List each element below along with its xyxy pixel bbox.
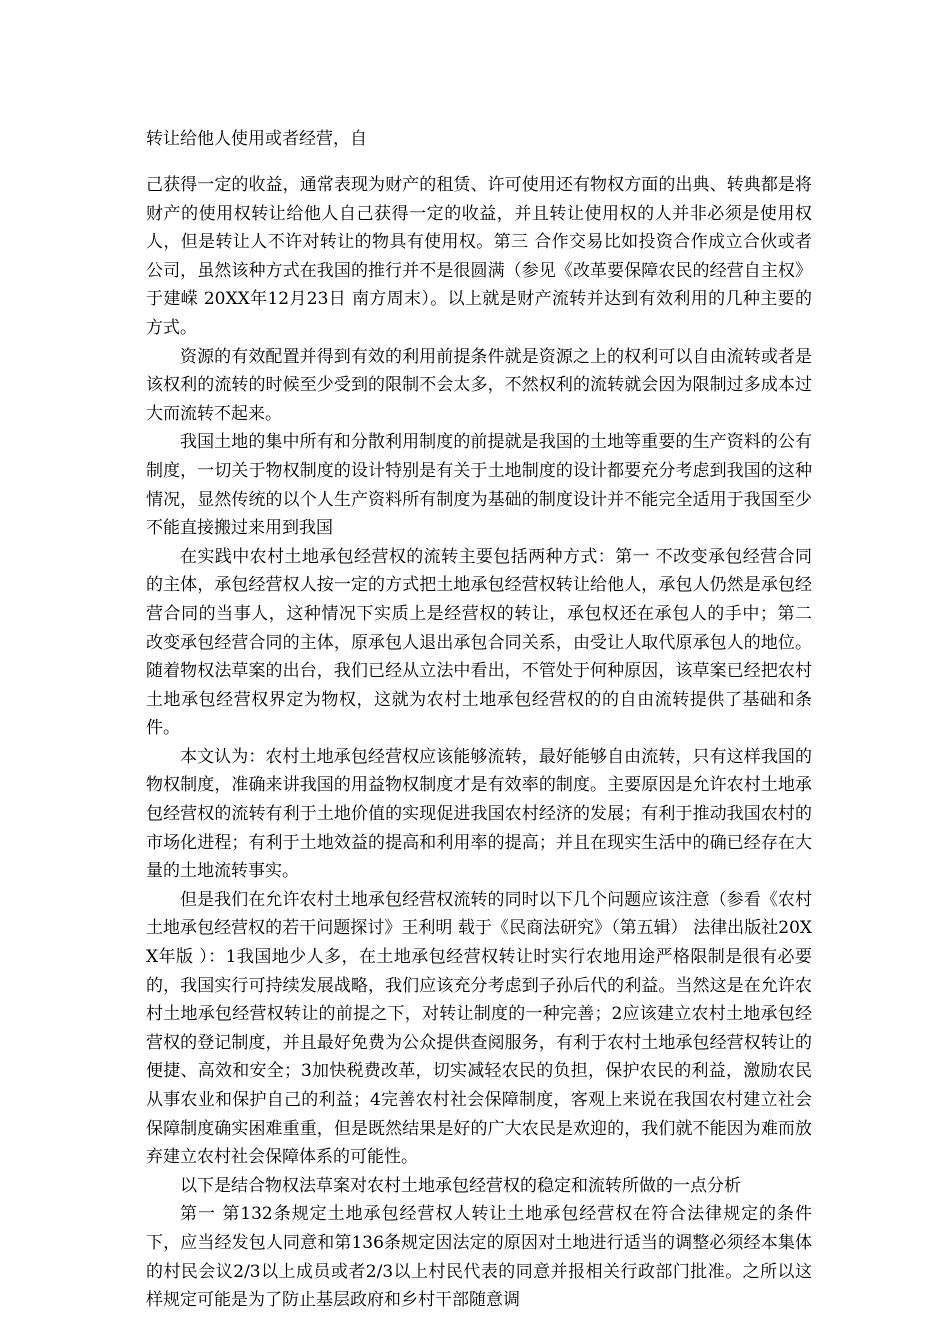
opening-fragment-line: 转让给他人使用或者经营，自 bbox=[146, 129, 367, 149]
paragraph-article-132: 第一 第132条规定土地承包经营权人转让土地承包经营权在符合法律规定的条件下，应当经发包人同意和第136条规定因法定的原因对土地进行适当的调整必须经本集体的村民会议2/3以上成员或者2/3以上村民代表的同意并报相关行政部门批准。之所以这样规定可能是为了防止基层政府和乡村干部随意调 bbox=[146, 1204, 812, 1311]
paragraph-transfer-methods: 己获得一定的收益，通常表现为财产的租赁、许可使用还有物权方面的出典、转典都是将财产的使用权转让给他人自己获得一定的收益，并且转让使用权的人并非必须是使用权人，但是转让人不许对转让的物具有使用权。第三 合作交易比如投资合作成立合伙或者公司，虽然该种方式在我国的推行并不是很圆满（参见《改革要保障农民的经营自主权》于建嵘 20XX年12月23日 南方周末）。以上就是财产流转并达到有效利用的几种主要的方式。 bbox=[146, 175, 812, 338]
paragraph-practice-methods: 在实践中农村土地承包经营权的流转主要包括两种方式：第一 不改变承包经营合同的主体，承包经营权人按一定的方式把土地承包经营权转让给他人，承包人仍然是承包经营合同的当事人，这种情况下实质上是经营权的转让，承包权还在承包人的手中；第二 改变承包经营合同的主体，原承包人退出承包合同关系，由受让人取代原承包人的地位。随着物权法草案的出台，我们已经从立法中看出，不管处于何种原因，该草案已经把农村土地承包经营权界定为物权，这就为农村土地承包经营权的的自由流转提供了基础和条件。 bbox=[146, 546, 812, 739]
paragraph-author-view: 本文认为：农村土地承包经营权应该能够流转，最好能够自由流转，只有这样我国的物权制度，准确来讲我国的用益物权制度才是有效率的制度。主要原因是允许农村土地承包经营权的流转有利于土地价值的实现促进我国农村经济的发展；有利于推动我国农村的市场化进程；有利于土地效益的提高和利用率的提高；并且在现实生活中的确已经存在大量的土地流转事实。 bbox=[146, 746, 812, 882]
paragraph-issues-to-note: 但是我们在允许农村土地承包经营权流转的同时以下几个问题应该注意（参看《农村土地承包经营权的若干问题探讨》王利明 载于《民商法研究》（第五辑） 法律出版社20XX年版 ）：1我国地少人多，在土地承包经营权转让时实行农地用途严格限制是很有必要的，我国实行可持续发展战略，我们应该充分考虑到子孙后代的利益。当然这是在允许农村土地承包经营权转让的前提之下，对转让制度的一种完善；2应该建立农村土地承包经营权的登记制度，并且最好免费为公众提供查阅服务，有利于农村土地承包经营权转让的便捷、高效和安全；3加快税费改革，切实减轻农民的负担，保护农民的利益，激励农民从事农业和保护自己的利益；4完善农村社会保障制度，客观上来说在我国农村建立社会保障制度确实困难重重，但是既然结果是好的广大农民是欢迎的，我们就不能因为难而放弃建立农村社会保障体系的可能性。 bbox=[146, 889, 812, 1168]
paragraph-analysis-intro: 以下是结合物权法草案对农村土地承包经营权的稳定和流转所做的一点分析 bbox=[180, 1175, 741, 1196]
paragraph-land-ownership: 我国土地的集中所有和分散利用制度的前提就是我国的土地等重要的生产资料的公有制度，一切关于物权制度的设计特别是有关于土地制度的设计都要充分考虑到我国的这种情况，显然传统的以个人生产资料所有制度为基础的制度设计并不能完全适用于我国至少不能直接搬过来用到我国 bbox=[146, 432, 812, 539]
document-body bbox=[146, 171, 812, 1315]
paragraph-resource-allocation: 资源的有效配置并得到有效的利用前提条件就是资源之上的权利可以自由流转或者是该权利的流转的时候至少受到的限制不会太多，不然权利的流转就会因为限制过多成本过大而流转不起来。 bbox=[146, 346, 812, 424]
